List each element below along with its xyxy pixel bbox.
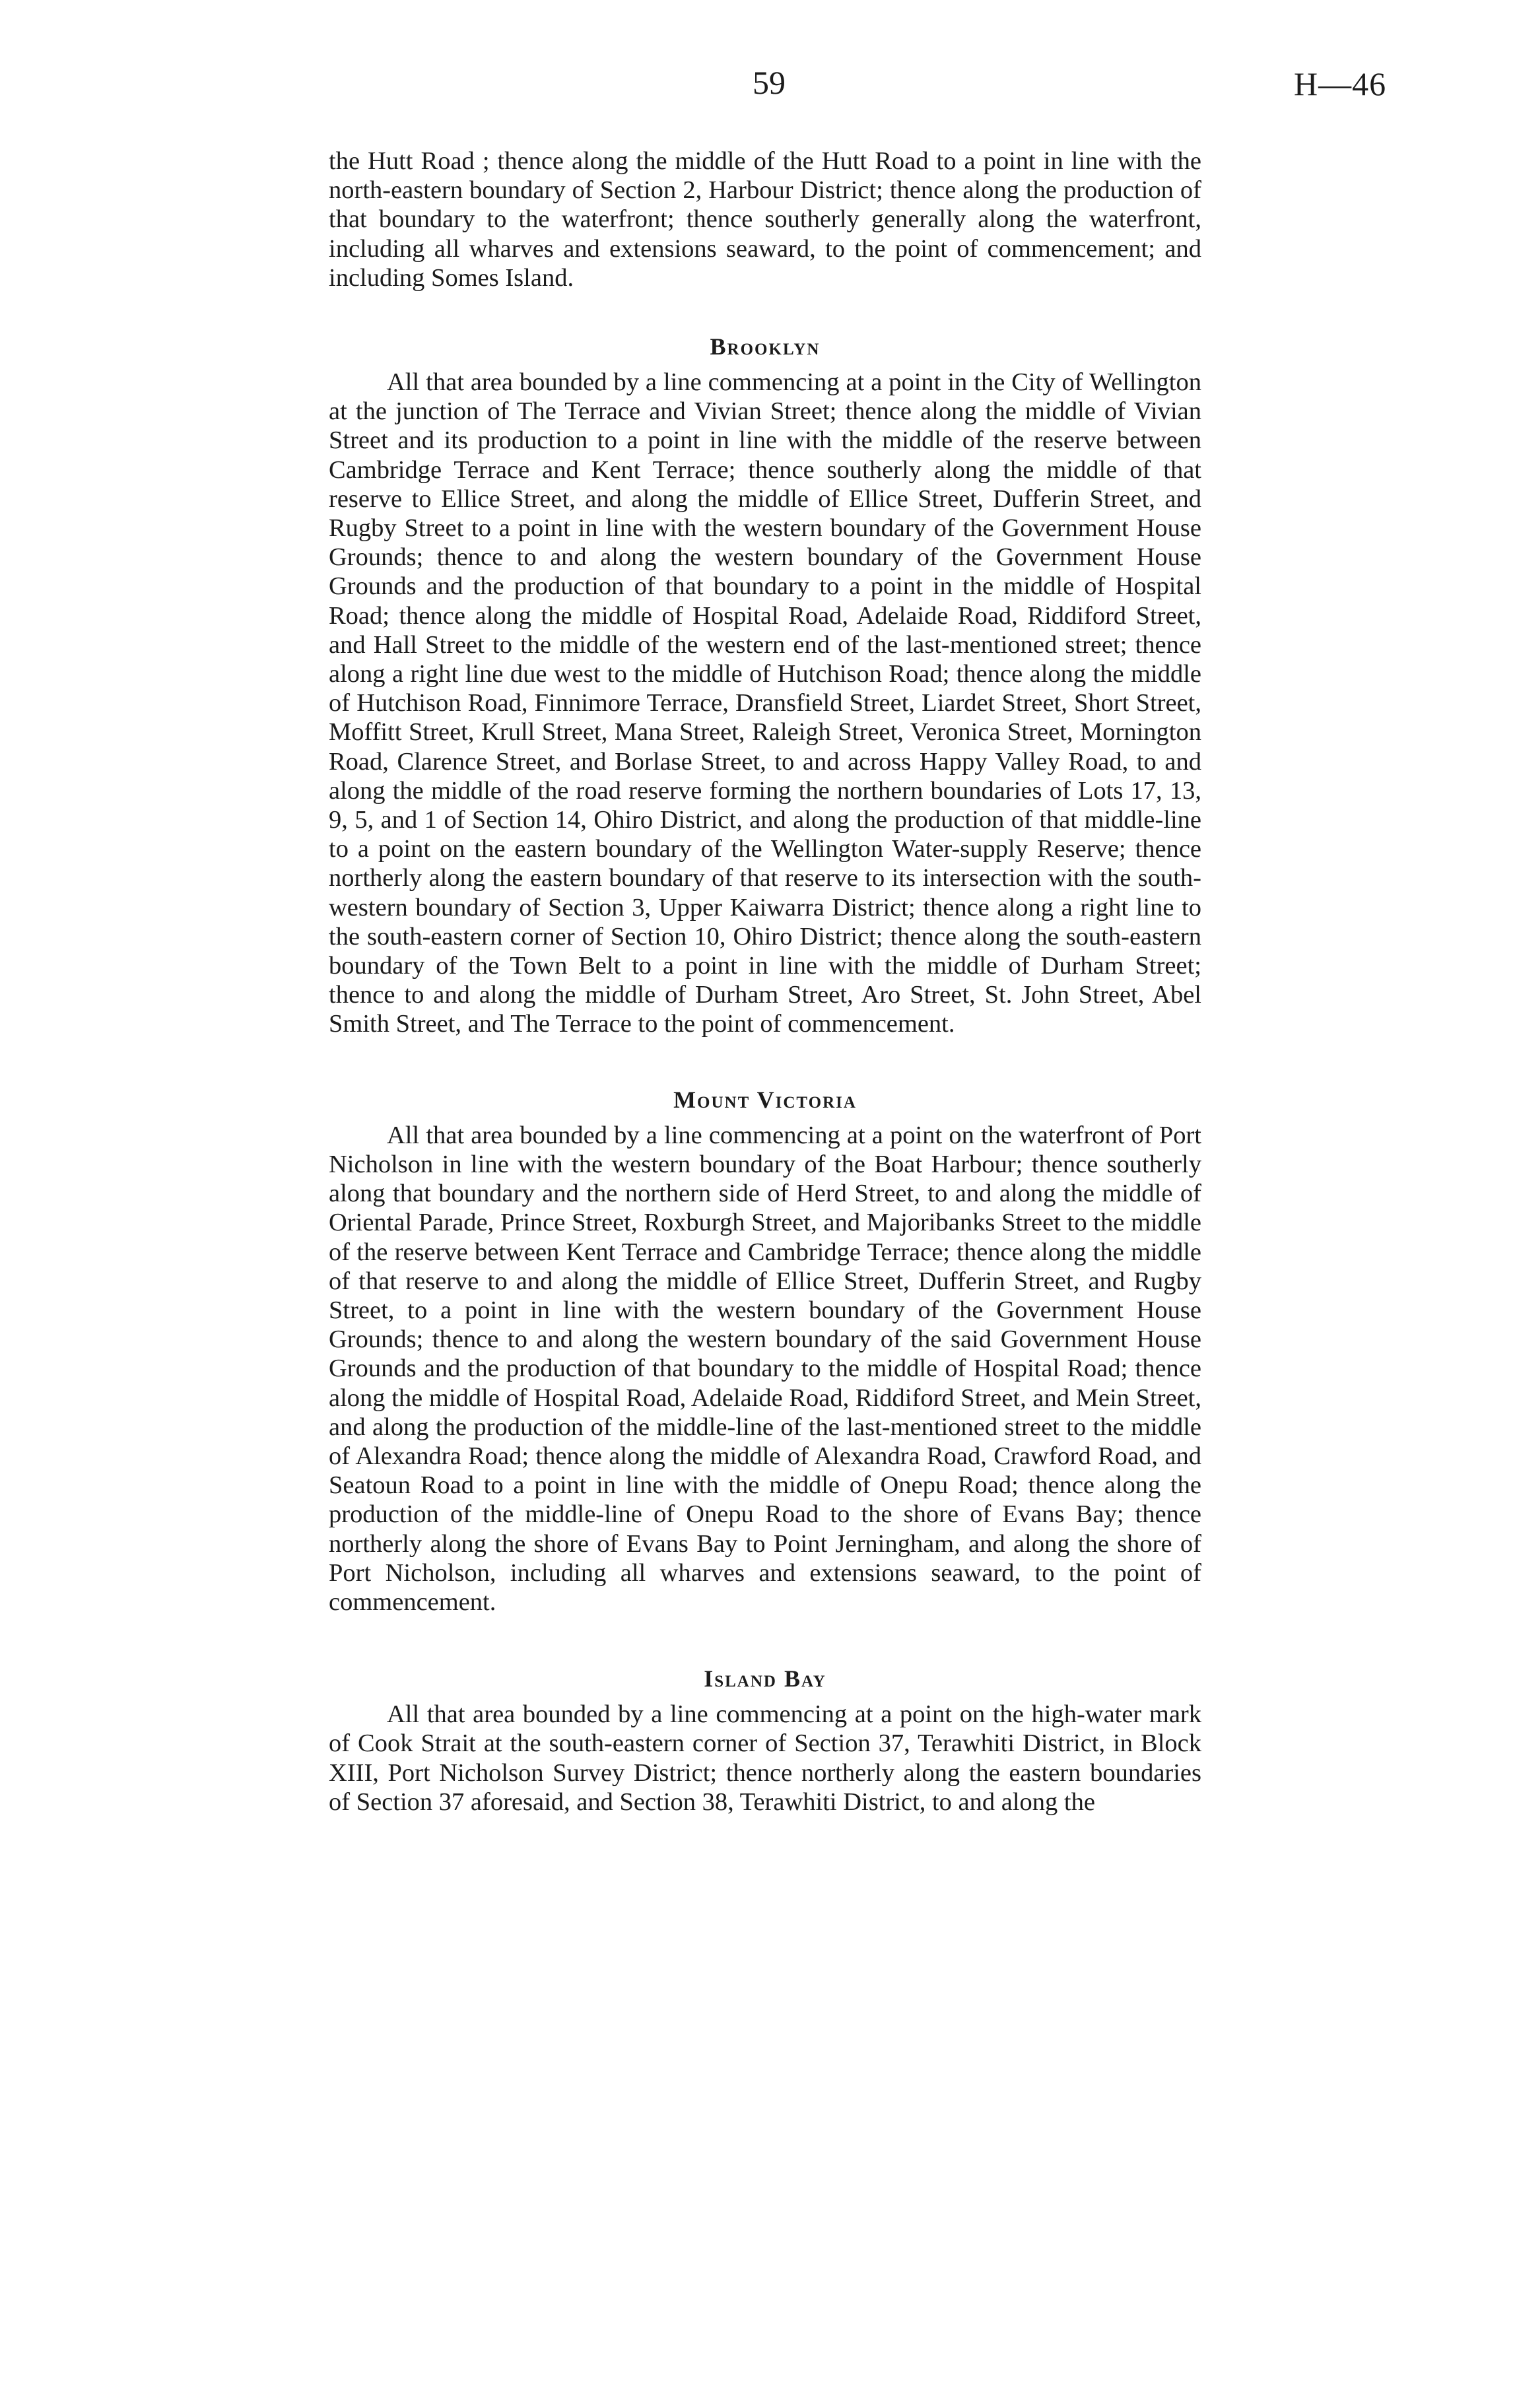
document-code: H—46 [1294,65,1387,102]
section-paragraph-mount-victoria: All that area bounded by a line commencing at a point on the waterfront of Port Nicholson in line with the western boundary of the Boat Harbour; thence southerly along that boundary and the northern side of Herd Street, to and along the middle of Oriental Parade, Prince Street, Roxburgh Street, and Majoribanks Street to the middle of the reserve between Kent Terrace and Cambridge Terrace; thence along the middle of that reserve to and along the middle of Ellice Street, Dufferin Street, and Rugby Street, to a point in line with the western boundary of the Government House Grounds; thence to and along the western boundary of the said Government House Grounds and the production of that boundary to the middle of Hospital Road; thence along the middle of Hospital Road, Adelaide Road, Riddiford Street, and Mein Street, and along the production of the middle-line of the last-mentioned street to the middle of Alexandra Road; thence along the middle of Alexandra Road, Crawford Road, and Seatoun Road to a point in line with the middle of Onepu Road; thence along the production of the middle-line of Onepu Road to the shore of Evans Bay; thence northerly along the shore of Evans Bay to Point Jerningham, and along the shore of Port Nicholson, including all wharves and extensions seaward, to the point of commencement. [329,1121,1201,1616]
section-paragraph-brooklyn: All that area bounded by a line commencing at a point in the City of Wellington at the junction of The Terrace and Vivian Street; thence along the middle of Vivian Street and its production to a point in line with the middle of the reserve between Cambridge Terrace and Kent Terrace; thence southerly along the middle of that reserve to Ellice Street, and along the middle of Ellice Street, Dufferin Street, and Rugby Street to a point in line with the western boundary of the Government House Grounds; thence to and along the western boundary of the Government House Grounds and the production of that boundary to a point in the middle of Hospital Road; thence along the middle of Hospital Road, Adelaide Road, Riddiford Street, and Hall Street to the middle of the western end of the last-mentioned street; thence along a right line due west to the middle of Hutchison Road; thence along the middle of Hutchison Road, Finnimore Terrace, Dransfield Street, Liardet Street, Short Street, Moffitt Street, Krull Street, Mana Street, Raleigh Street, Veronica Street, Mornington Road, Clarence Street, and Borlase Street, to and across Happy Valley Road, to and along the middle of the road reserve forming the northern boundaries of Lots 17, 13, 9, 5, and 1 of Section 14, Ohiro District, and along the production of that middle-line to a point on the eastern boundary of the Wellington Water-supply Reserve; thence northerly along the eastern boundary of that reserve to its intersection with the south-western boundary of Section 3, Upper Kaiwarra District; thence along a right line to the south-eastern corner of Section 10, Ohiro District; thence along the south-eastern boundary of the Town Belt to a point in line with the middle of Durham Street; thence to and along the middle of Durham Street, Aro Street, St. John Street, Abel Smith Street, and The Terrace to the point of commencement. [329,368,1201,1038]
document-body [329,147,1201,1817]
continuation-paragraph: the Hutt Road ; thence along the middle of the Hutt Road to a point in line with the north-eastern boundary of Section 2, Harbour District; thence along the production of that boundary to the waterfront; thence southerly generally along the waterfront, including all wharves and extensions seaward, to the point of commencement; and including Somes Island. [329,147,1201,292]
section-heading-island-bay: Island Bay [704,1665,826,1692]
section-paragraph-island-bay: All that area bounded by a line commencing at a point on the high-water mark of Cook Strait at the south-eastern corner of Section 37, Terawhiti District, in Block XIII, Port Nicholson Survey District; thence northerly along the eastern boundaries of Section 37 aforesaid, and Section 38, Terawhiti District, to and along the [329,1700,1201,1816]
section-heading-mount-victoria: Mount Victoria [673,1086,857,1113]
page-number: 59 [753,64,786,101]
section-heading-brooklyn: Brooklyn [710,333,821,360]
